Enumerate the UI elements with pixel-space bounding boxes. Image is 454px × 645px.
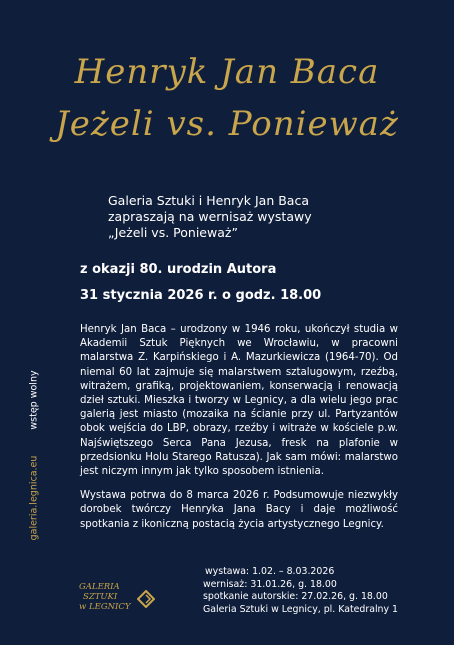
opening-details: wernisaż: 31.01.26, g. 18.00 (203, 578, 337, 590)
logo-line: SZTUKI (83, 592, 118, 602)
gallery-logo (79, 582, 159, 626)
artist-name-title: Henryk Jan Baca (74, 52, 380, 92)
venue-address: Galeria Sztuki w Legnicy, pl. Katedralny 1 (203, 603, 398, 615)
artist-biography (80, 323, 398, 542)
free-entry-label: wstęp wolny (28, 370, 40, 430)
logo-line: GALERIA (79, 582, 120, 592)
invitation-text (108, 193, 428, 241)
website-link[interactable]: galeria.legnica.eu (28, 455, 40, 541)
author-meeting-details: spotkanie autorskie: 27.02.26, g. 18.00 (203, 591, 388, 603)
biography-paragraph: Henryk Jan Baca – urodzony w 1946 roku, ukończył studia w Akademii Sztuk Pięknych we Wrocławiu, w pracowni malarstwa Z. Karpińskiego i A. Mazurkiewicza (1964-70). Od niemal 60 lat zajmuje się malarstwem sztalugowym, rzeźbą, witrażem, grafiką, projektowaniem, konserwacją i renowacją dzieł sztuki. Mieszka i tworzy w Legnicy, a dla wielu jego prac galerią jest miasto (mozaika na ścianie przy ul. Partyzantów obok wejścia do LBP, obrazy, rzeźby i witraże w kościele p.w. Najświętszego Serca Pana Jezusa, fresk na plafonie w przedsionku Holu Starego Ratusza). Jak sam mówi: malarstwo jest niczym innym jak tylko sposobem istnienia. (80, 324, 398, 478)
occasion-heading: z okazji 80. urodzin Autora (80, 262, 277, 277)
exhibition-dates: wystawa: 1.02. – 8.03.2026 (205, 566, 335, 577)
exhibition-title: Jeżeli vs. Ponieważ (55, 104, 399, 144)
invitation-line: „Jeżeli vs. Ponieważ” (108, 225, 238, 240)
invitation-line: Galeria Sztuki i Henryk Jan Baca (108, 193, 309, 208)
event-details (203, 566, 443, 616)
diamond-logo-icon (137, 590, 155, 608)
exhibition-summary-paragraph: Wystawa potrwa do 8 marca 2026 r. Podsumowuje niezwykły dorobek twórczy Henryka Jana Bacy i daje możliwość spotkania z ikoniczną postacią życia artystycznego Legnicy. (80, 490, 398, 530)
invitation-line: zapraszają na wernisaż wystawy (108, 209, 312, 224)
logo-text (79, 582, 131, 612)
logo-line: w LEGNICY (79, 602, 131, 612)
opening-datetime: 31 stycznia 2026 r. o godz. 18.00 (80, 288, 322, 303)
